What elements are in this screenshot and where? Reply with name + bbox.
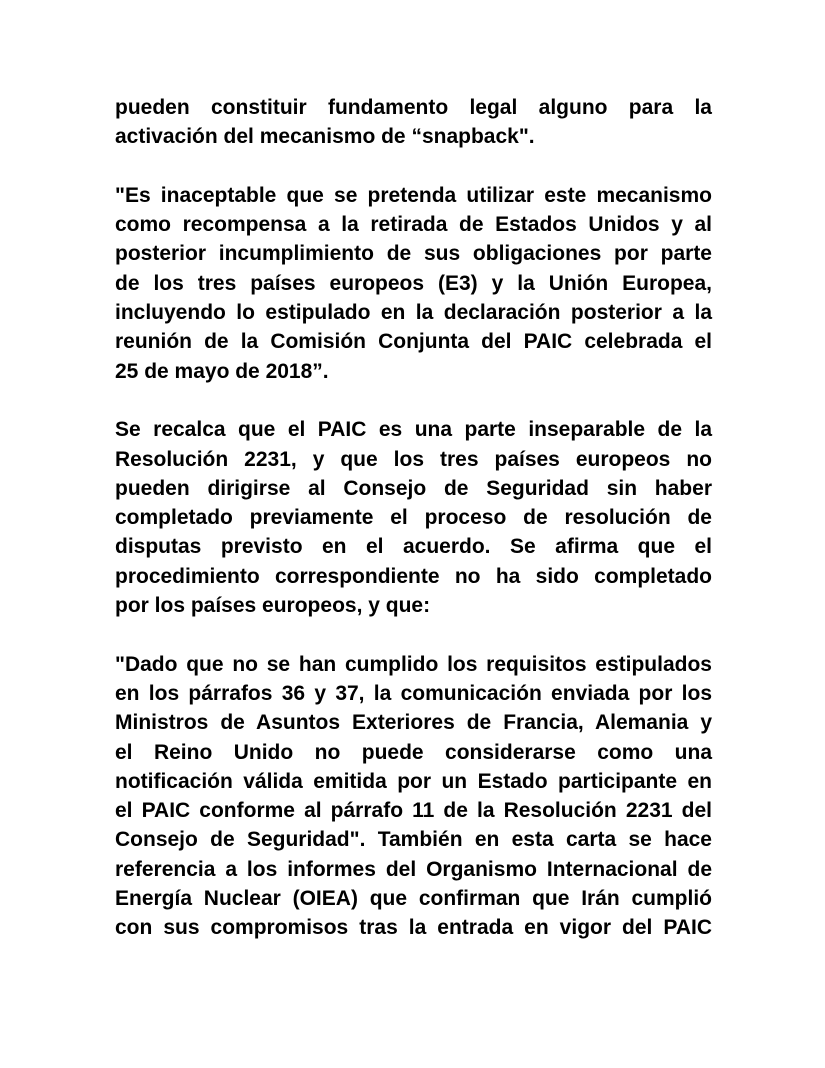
text-line: disputas previsto en el acuerdo. Se afirma que el [115, 535, 712, 559]
text-line: con sus compromisos tras la entrada en vigor del PAIC [115, 916, 712, 940]
text-line: en los párrafos 36 y 37, la comunicación enviada por los [115, 681, 712, 705]
text-line: notificación válida emitida por un Estado participante en [115, 769, 712, 793]
text-line: 25 de mayo de 2018”. [115, 359, 329, 383]
text-line: referencia a los informes del Organismo Internacional de [115, 857, 712, 881]
text-line: activación del mecanismo de “snapback". [115, 125, 535, 149]
text-line: Consejo de Seguridad". También en esta carta se hace [115, 828, 712, 852]
paragraph-2 [115, 181, 712, 386]
text-line: Ministros de Asuntos Exteriores de Francia, Alemania y [115, 711, 712, 735]
text-line: pueden dirigirse al Consejo de Seguridad sin haber [115, 476, 712, 500]
text-line: completado previamente el proceso de resolución de [115, 506, 712, 530]
text-line: el Reino Unido no puede considerarse como una [115, 740, 712, 764]
text-line: de los tres países europeos (E3) y la Unión Europea, [115, 271, 712, 295]
text-line: como recompensa a la retirada de Estados Unidos y al [115, 213, 712, 237]
paragraph-3 [115, 415, 712, 620]
text-line: el PAIC conforme al párrafo 11 de la Resolución 2231 del [115, 799, 712, 823]
text-line: Resolución 2231, y que los tres países europeos no [115, 447, 712, 471]
document-body [115, 93, 712, 943]
text-line: "Es inaceptable que se pretenda utilizar este mecanismo [115, 183, 712, 207]
text-line: reunión de la Comisión Conjunta del PAIC celebrada el [115, 330, 712, 354]
paragraph-4 [115, 650, 712, 943]
text-line: por los países europeos, y que: [115, 594, 431, 618]
text-line: procedimiento correspondiente no ha sido completado [115, 564, 712, 588]
text-line: posterior incumplimiento de sus obligaciones por parte [115, 242, 712, 266]
text-line: Energía Nuclear (OIEA) que confirman que Irán cumplió [115, 887, 712, 911]
paragraph-1 [115, 93, 712, 152]
text-line: "Dado que no se han cumplido los requisitos estipulados [115, 652, 712, 676]
text-line: Se recalca que el PAIC es una parte inseparable de la [115, 418, 712, 442]
text-line: pueden constituir fundamento legal alguno para la [115, 96, 712, 119]
text-line: incluyendo lo estipulado en la declaración posterior a la [115, 301, 712, 325]
